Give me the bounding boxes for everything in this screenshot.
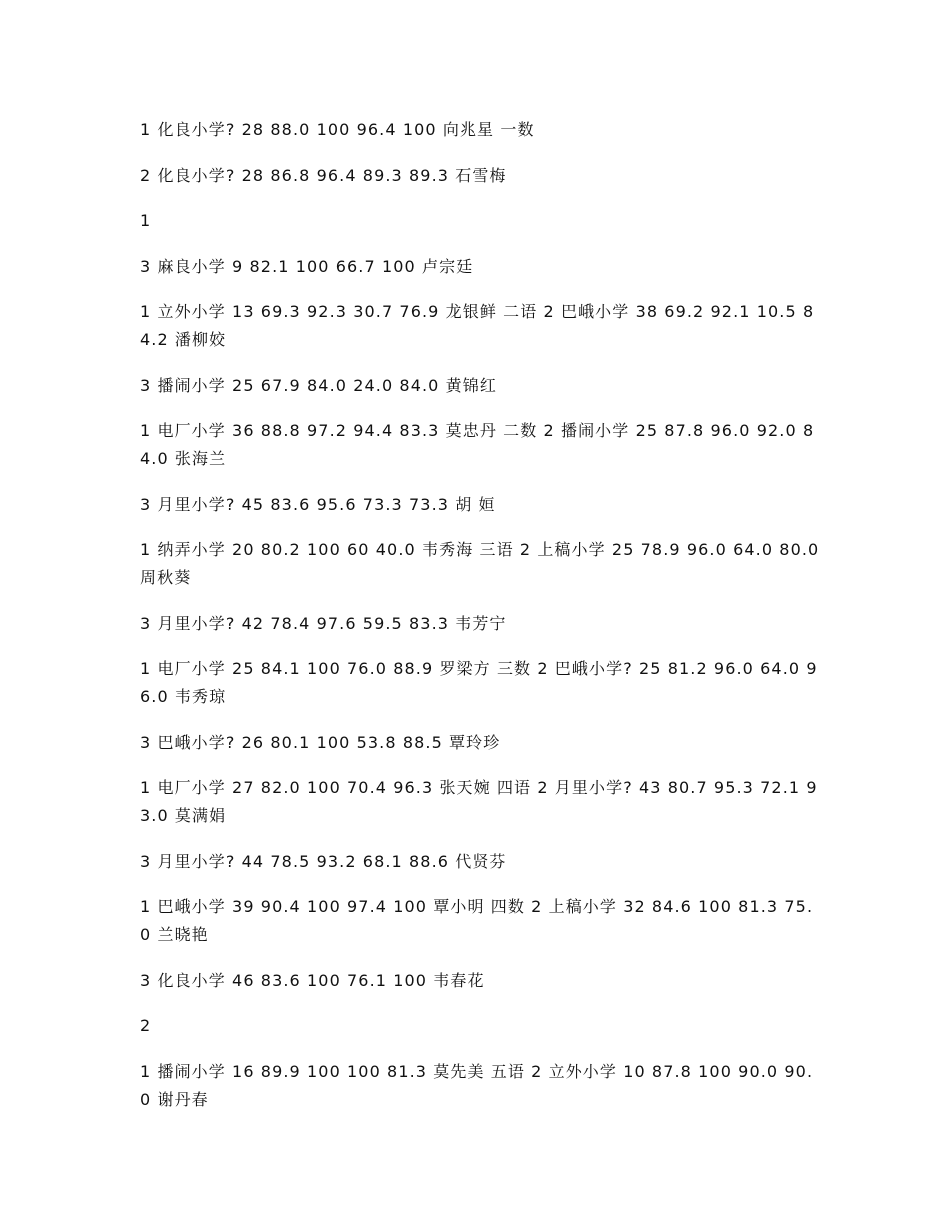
- text-line: 3 麻良小学 9 82.1 100 66.7 100 卢宗廷: [140, 256, 474, 276]
- text-line: 1 电厂小学 36 88.8 97.2 94.4 83.3 莫忠丹 二数 2 播闹小学 25 87.8 96.0 92.0 84.0 张海兰: [140, 421, 815, 468]
- text-line: 1 化良小学? 28 88.0 100 96.4 100 向兆星 一数: [140, 120, 535, 139]
- text-line: 2 化良小学? 28 86.8 96.4 89.3 89.3 石雪梅: [140, 165, 507, 185]
- text-line: 1 立外小学 13 69.3 92.3 30.7 76.9 龙银鲜 二语 2 巴峨小学 38 69.2 92.1 10.5 84.2 潘柳姣: [140, 302, 815, 349]
- page-number: 2: [140, 1016, 152, 1035]
- text-line: 1 电厂小学 25 84.1 100 76.0 88.9 罗梁方 三数 2 巴峨小学? 25 81.2 96.0 64.0 96.0 韦秀琼: [140, 659, 818, 706]
- text-line: 3 月里小学? 44 78.5 93.2 68.1 88.6 代贤芬: [140, 851, 507, 871]
- document-page: [140, 116, 820, 1131]
- text-line: 3 月里小学? 42 78.4 97.6 59.5 83.3 韦芳宁: [140, 613, 507, 633]
- text-line: 3 巴峨小学? 26 80.1 100 53.8 88.5 覃玲珍: [140, 732, 501, 752]
- text-line: 1 纳弄小学 20 80.2 100 60 40.0 韦秀海 三语 2 上稿小学 25 78.9 96.0 64.0 80.0 周秋葵: [140, 540, 820, 587]
- text-line: 3 月里小学? 45 83.6 95.6 73.3 73.3 胡 姮: [140, 494, 496, 514]
- text-line: 1 电厂小学 27 82.0 100 70.4 96.3 张天婉 四语 2 月里小学? 43 80.7 95.3 72.1 93.0 莫满娟: [140, 778, 818, 825]
- text-line: 3 播闹小学 25 67.9 84.0 24.0 84.0 黄锦红: [140, 375, 497, 395]
- text-line: 1 播闹小学 16 89.9 100 100 81.3 莫先美 五语 2 立外小学 10 87.8 100 90.0 90.0 谢丹春: [140, 1061, 814, 1109]
- text-line: 1 巴峨小学 39 90.4 100 97.4 100 覃小明 四数 2 上稿小学 32 84.6 100 81.3 75.0 兰晓艳: [140, 897, 814, 944]
- page-number: 1: [140, 211, 152, 230]
- text-line: 3 化良小学 46 83.6 100 76.1 100 韦春花: [140, 970, 485, 990]
